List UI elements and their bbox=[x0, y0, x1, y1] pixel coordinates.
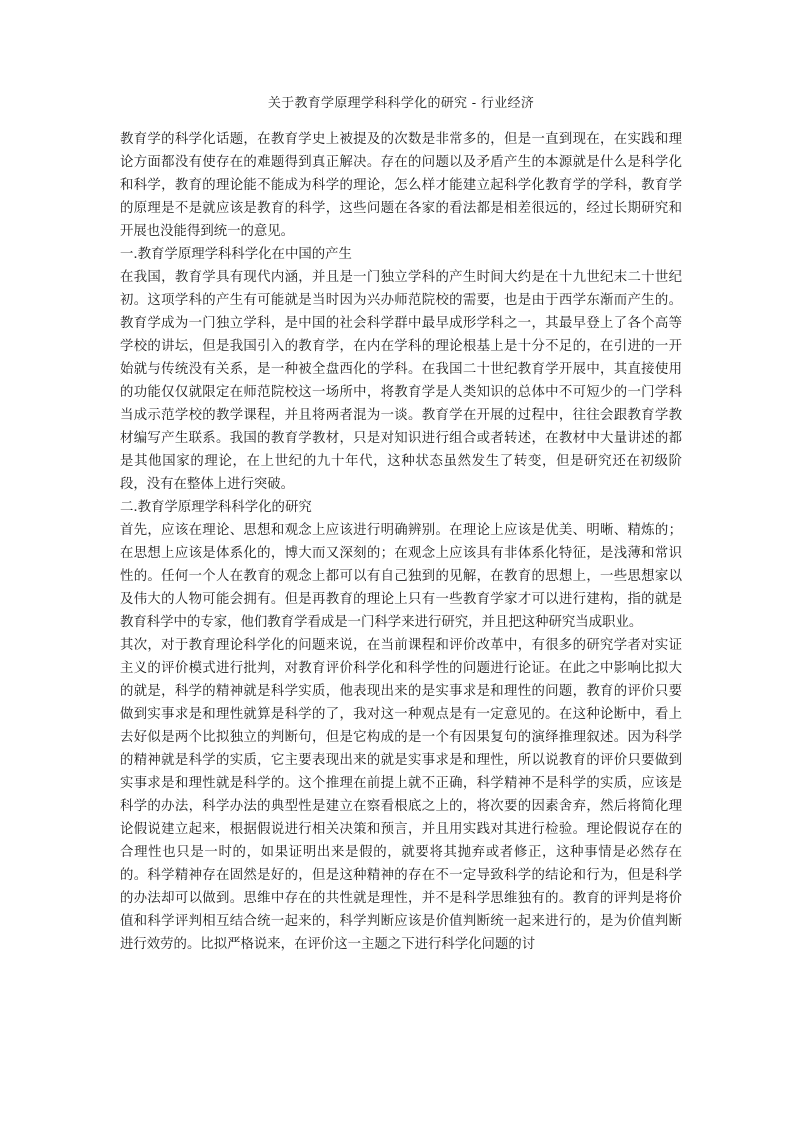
intro-paragraph: 教育学的科学化话题，在教育学史上被提及的次数是非常多的，但是一直到现在，在实践和理论方面都没有使存在的难题得到真正解决。存在的问题以及矛盾产生的本源就是什么是科学化和科学，教育的理论能不能成为科学的理论，怎么样才能建立起科学化教育学的学科，教育学的原理是不是就应该是教育的科学，这些问题在各家的看法都是相差很远的，经过长期研究和开展也没能得到统一的意见。 bbox=[120, 132, 682, 239]
section-heading-1: 一.教育学原理学科科学化在中国的产生 bbox=[120, 247, 352, 262]
section-heading-2: 二.教育学原理学科科学化的研究 bbox=[120, 500, 312, 515]
section-2-paragraph-2: 其次，对于教育理论科学化的问题来说，在当前课程和评价改革中，有很多的研究学者对实证主义的评价模式进行批判，对教育评价科学化和科学性的问题进行论证。在此之中影响比拟大的就是，科学的精神就是科学实质，他表现出来的是实事求是和理性的问题，教育的评价只要做到实事求是和理性就算是科学的了，我对这一种观点是有一定意见的。在这种论断中，看上去好似是两个比拟独立的判断句，但是它构成的是一个有因果复句的演绎推理叙述。因为科学的精神就是科学的实质，它主要表现出来的就是实事求是和理性，所以说教育的评价只要做到实事求是和理性就是科学的。这个推理在前提上就不正确，科学精神不是科学的实质，应该是科学的办法，科学办法的典型性是建立在察看根底之上的，将次要的因素舍弃，然后将简化理论假说建立起来，根据假说进行相关决策和预言，并且用实践对其进行检验。理论假说存在的合理性也只是一时的，如果证明出来是假的，就要将其抛弃或者修正，这种事情是必然存在的。科学精神存在固然是好的，但是这种精神的存在不一定导致科学的结论和行为，但是科学的办法却可以做到。思维中存在的共性就是理性，并不是科学思维独有的。教育的评判是将价值和科学评判相互结合统一起来的，科学判断应该是价值判断统一起来进行的，是为价值判断进行效劳的。比拟严格说来，在评价这一主题之下进行科学化问题的讨 bbox=[120, 638, 682, 952]
section-1-paragraph: 在我国，教育学具有现代内涵，并且是一门独立学科的产生时间大约是在十九世纪末二十世纪初。这项学科的产生有可能就是当时因为兴办师范院校的需要，也是由于西学东渐而产生的。教育学成为一门独立学科，是中国的社会科学群中最早成形学科之一，其最早登上了各个高等学校的讲坛，但是我国引入的教育学，在内在学科的理论根基上是十分不足的，在引进的一开始就与传统没有关系，是一种被全盘西化的学科。在我国二十世纪教育学开展中，其直接使用的功能仅仅就限定在师范院校这一场所中，将教育学是人类知识的总体中不可短少的一门学科当成示范学校的教学课程，并且将两者混为一谈。教育学在开展的过程中，往往会跟教育学教材编写产生联系。我国的教育学教材，只是对知识进行组合或者转述，在教材中大量讲述的都是其他国家的理论，在上世纪的九十年代，这种状态虽然发生了转变，但是研究还在初级阶段，没有在整体上进行突破。 bbox=[120, 270, 682, 492]
document-body bbox=[120, 128, 682, 956]
section-2-paragraph-1: 首先，应该在理论、思想和观念上应该进行明确辨别。在理论上应该是优美、明晰、精炼的；在思想上应该是体系化的，博大而又深刻的；在观念上应该具有非体系化特征，是浅薄和常识性的。任何一个人在教育的观念上都可以有自己独到的见解，在教育的思想上，一些思想家以及伟大的人物可能会拥有。但是再教育的理论上只有一些教育学家才可以进行建构，指的就是教育科学中的专家，他们教育学看成是一门科学来进行研究，并且把这种研究当成职业。 bbox=[120, 523, 682, 630]
document-page bbox=[120, 94, 682, 956]
document-title: 关于教育学原理学科科学化的研究 - 行业经济 bbox=[267, 96, 535, 111]
